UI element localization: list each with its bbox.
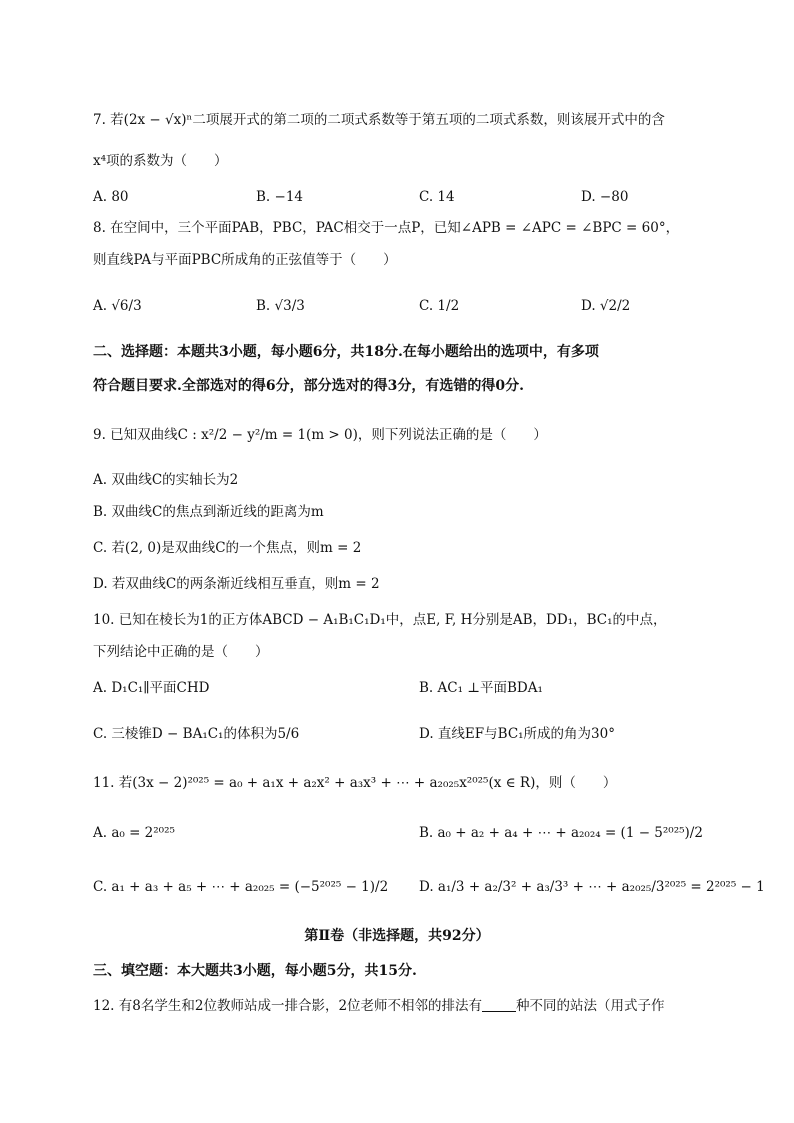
q9-option-a: A. 双曲线C的实轴长为2 xyxy=(93,472,239,488)
q7-option-d: D. −80 xyxy=(581,189,629,205)
q10-option-c: C. 三棱锥D − BA₁C₁的体积为5/6 xyxy=(93,726,300,742)
q10-option-d: D. 直线EF与BC₁所成的角为30° xyxy=(419,726,615,742)
q10-option-a: A. D₁C₁∥平面CHD xyxy=(93,680,210,696)
q8-option-c: C. 1/2 xyxy=(419,298,460,314)
q8-stem-cont: 则直线PA与平面PBC所成角的正弦值等于（ ） xyxy=(93,252,397,268)
section2-heading-line1: 二、选择题：本题共3小题，每小题6分，共18分.在每小题给出的选项中，有多项 xyxy=(93,344,599,360)
q10-stem-cont: 下列结论中正确的是（ ） xyxy=(93,644,269,660)
q7-option-a: A. 80 xyxy=(93,189,129,205)
q11-option-d: D. a₁/3 + a₂/3² + a₃/3³ + ⋯ + a₂₀₂₅/3²⁰²⁵ = 2²⁰²⁵ − 1 xyxy=(419,879,765,895)
q12-text-before: 12. 有8名学生和2位教师站成一排合影，2位老师不相邻的排法有 xyxy=(93,998,483,1014)
q8-stem: 8. 在空间中，三个平面PAB，PBC，PAC相交于一点P，已知∠APB = ∠APC = ∠BPC = 60°， xyxy=(93,220,680,236)
q8-option-a: A. √6/3 xyxy=(93,298,142,314)
section2-heading-line2: 符合题目要求.全部选对的得6分，部分选对的得3分，有选错的得0分. xyxy=(93,378,524,394)
q7-stem-cont: x⁴项的系数为（ ） xyxy=(93,153,228,169)
q11-stem: 11. 若(3x − 2)²⁰²⁵ = a₀ + a₁x + a₂x² + a₃x³ + ⋯ + a₂₀₂₅x²⁰²⁵(x ∈ R)，则（ ） xyxy=(93,775,617,791)
section3-heading: 三、填空题：本大题共3小题，每小题5分，共15分. xyxy=(93,963,417,979)
q10-option-b: B. AC₁ ⊥平面BDA₁ xyxy=(419,680,543,696)
q7-stem: 7. 若(2x − √x)ⁿ二项展开式的第二项的二项式系数等于第五项的二项式系数，则该展开式中的含 xyxy=(93,112,665,128)
q12-stem xyxy=(93,996,665,1016)
q8-option-b: B. √3/3 xyxy=(256,298,305,314)
q9-option-d: D. 若双曲线C的两条渐近线相互垂直，则m = 2 xyxy=(93,576,380,592)
q10-stem: 10. 已知在棱长为1的正方体ABCD − A₁B₁C₁D₁中，点E, F, H分别是AB，DD₁，BC₁的中点， xyxy=(93,612,667,628)
part2-title: 第Ⅱ卷（非选择题，共92分） xyxy=(304,928,490,944)
q12-answer-blank[interactable] xyxy=(482,997,516,1012)
q8-option-d: D. √2/2 xyxy=(581,298,631,314)
q11-option-b: B. a₀ + a₂ + a₄ + ⋯ + a₂₀₂₄ = (1 − 5²⁰²⁵)/2 xyxy=(419,825,703,841)
q11-option-c: C. a₁ + a₃ + a₅ + ⋯ + a₂₀₂₅ = (−5²⁰²⁵ − 1)/2 xyxy=(93,879,389,895)
q9-stem: 9. 已知双曲线C : x²/2 − y²/m = 1(m > 0)，则下列说法正确的是（ ） xyxy=(93,427,547,443)
q11-option-a: A. a₀ = 2²⁰²⁵ xyxy=(93,825,175,841)
q9-option-b: B. 双曲线C的焦点到渐近线的距离为m xyxy=(93,504,324,520)
q7-option-c: C. 14 xyxy=(419,189,455,205)
q9-option-c: C. 若(2, 0)是双曲线C的一个焦点，则m = 2 xyxy=(93,540,362,556)
q12-text-after: 种不同的站法（用式子作 xyxy=(516,998,665,1014)
q7-option-b: B. −14 xyxy=(256,189,303,205)
